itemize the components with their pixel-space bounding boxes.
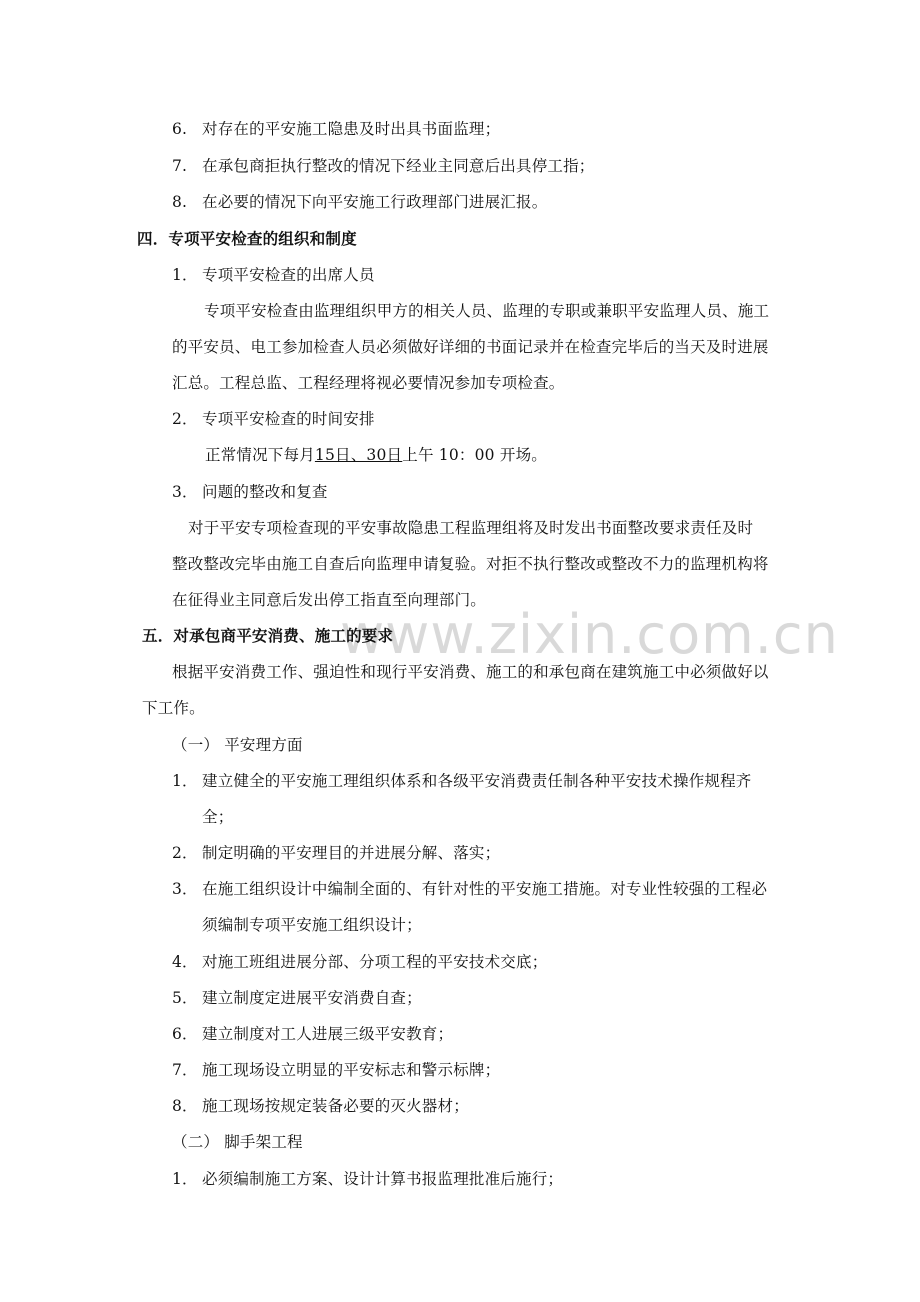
section-heading: 四．专项平安检查的组织和制度 xyxy=(137,229,357,248)
paragraph-line: 整改整改完毕由施工自查后向监理申请复验。对拒不执行整改或整改不力的监理机构将 xyxy=(172,555,769,573)
list-item: 7． 施工现场设立明显的平安标志和警示标牌； xyxy=(172,1061,501,1079)
list-item: 6. 对存在的平安施工隐患及时出具书面监理； xyxy=(172,120,501,138)
list-item: 1． 必须编制施工方案、设计计算书报监理批准后施行； xyxy=(172,1170,564,1188)
list-item: 3． 在施工组织设计中编制全面的、有针对性的平安施工措施。对专业性较强的工程必 xyxy=(172,880,768,898)
list-item: 8． 施工现场按规定装备必要的灭火器材； xyxy=(172,1097,469,1115)
section-heading: 五．对承包商平安消费、施工的要求 xyxy=(142,626,394,645)
list-item-continuation: 全； xyxy=(202,808,234,826)
list-item: 6． 建立制度对工人进展三级平安教育； xyxy=(172,1025,454,1043)
paragraph-line: 下工作。 xyxy=(142,699,205,717)
list-item: 1． 建立健全的平安施工理组织体系和各级平安消费责任制各种平安技术操作规程齐 xyxy=(172,772,752,790)
list-item: 5． 建立制度定进展平安消费自查； xyxy=(172,989,422,1007)
subsection-title: 1． 专项平安检查的出席人员 xyxy=(172,266,375,284)
paragraph-line: 的平安员、电工参加检查人员必须做好详细的书面记录并在检查完毕后的当天及时进展 xyxy=(172,338,769,356)
paragraph-line: 对于平安专项检查现的平安事故隐患工程监理组将及时发出书面整改要求责任及时 xyxy=(188,519,754,537)
schedule-line: 正常情况下每月15日、30日上午 10：00 开场。 xyxy=(205,446,547,464)
part-title: （二） 脚手架工程 xyxy=(172,1133,303,1151)
watermark: www.zixin.com.cn xyxy=(340,603,839,666)
list-item: 2． 制定明确的平安理目的并进展分解、落实； xyxy=(172,844,501,862)
paragraph-line: 汇总。工程总监、工程经理将视必要情况参加专项检查。 xyxy=(172,374,565,392)
paragraph-line: 专项平安检查由监理组织甲方的相关人员、监理的专职或兼职平安监理人员、施工 xyxy=(204,302,770,320)
list-item: 8. 在必要的情况下向平安施工行政理部门进展汇报。 xyxy=(172,193,548,211)
paragraph-line: 根据平安消费工作、强迫性和现行平安消费、施工的和承包商在建筑施工中必须做好以 xyxy=(172,663,769,681)
list-item-continuation: 须编制专项平安施工组织设计； xyxy=(202,916,422,934)
part-title: （一） 平安理方面 xyxy=(172,736,303,754)
paragraph-line: 在征得业主同意后发出停工指直至向理部门。 xyxy=(172,591,487,609)
subsection-title: 3． 问题的整改和复查 xyxy=(172,483,328,501)
list-item: 4． 对施工班组进展分部、分项工程的平安技术交底； xyxy=(172,953,548,971)
subsection-title: 2． 专项平安检查的时间安排 xyxy=(172,410,375,428)
schedule-days: 15日、30日 xyxy=(314,446,403,464)
list-item: 7. 在承包商拒执行整改的情况下经业主同意后出具停工指； xyxy=(172,157,595,175)
